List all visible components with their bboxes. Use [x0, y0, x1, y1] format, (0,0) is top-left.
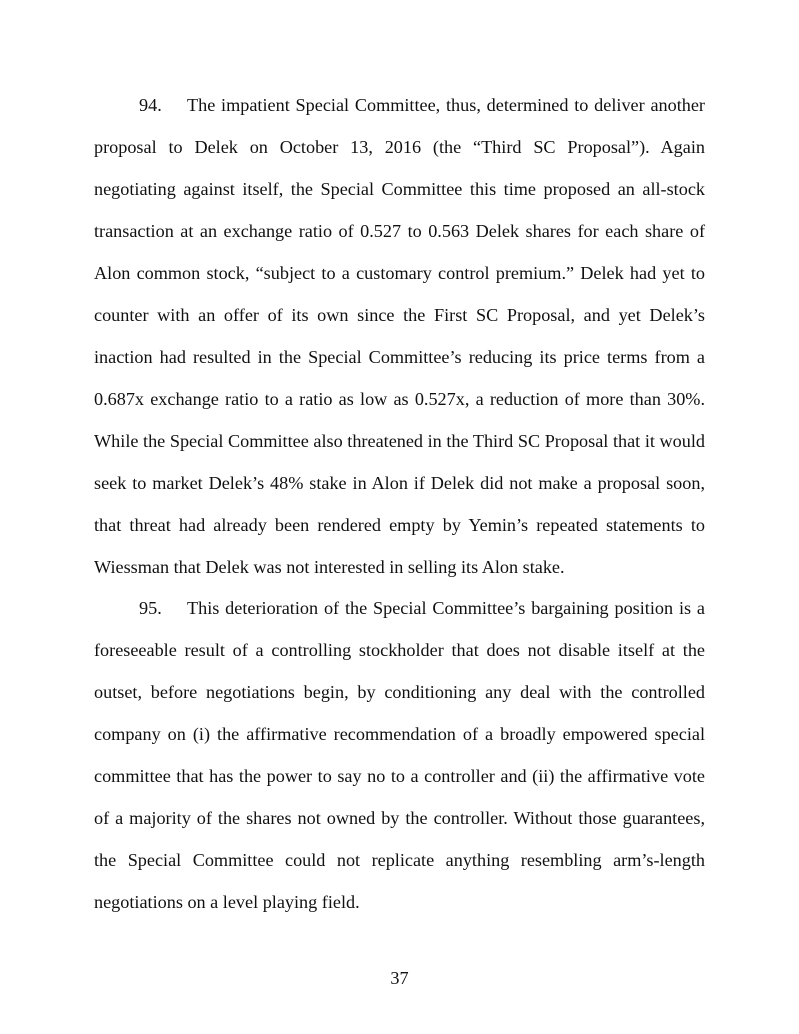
paragraph-94 — [94, 84, 705, 588]
page-number: 37 — [390, 968, 409, 988]
paragraph-number: 94. — [139, 95, 162, 115]
paragraph-text: The impatient Special Committee, thus, determined to deliver another proposal to Delek on October 13, 2016 (the “Third SC Proposal”). Again negotiating against itself, the Special Committee this time proposed an all-stock transaction at an exchange ratio of 0.527 to 0.563 Delek shares for each share of Alon common stock, “subject to a customary control premium.” Delek had yet to counter with an offer of its own since the First SC Proposal, and yet Delek’s inaction had resulted in the Special Committee’s reducing its price terms from a 0.687x exchange ratio to a ratio as low as 0.527x, a reduction of more than 30%. While the Special Committee also threatened in the Third SC Proposal that it would seek to market Delek’s 48% stake in Alon if Delek did not make a proposal soon, that threat had already been rendered empty by Yemin’s repeated statements to Wiessman that Delek was not interested in selling its Alon stake. — [94, 95, 705, 577]
paragraph-number: 95. — [139, 598, 162, 618]
paragraph-text: This deterioration of the Special Committee’s bargaining position is a foreseeable result of a controlling stockholder that does not disable itself at the outset, before negotiations begin, by conditioning any deal with the controlled company on (i) the affirmative recommendation of a broadly empowered special committee that has the power to say no to a controller and (ii) the affirmative vote of a majority of the shares not owned by the controller. Without those guarantees, the Special Committee could not replicate anything resembling arm’s-length negotiations on a level playing field. — [94, 598, 705, 912]
paragraph-95 — [94, 587, 705, 923]
